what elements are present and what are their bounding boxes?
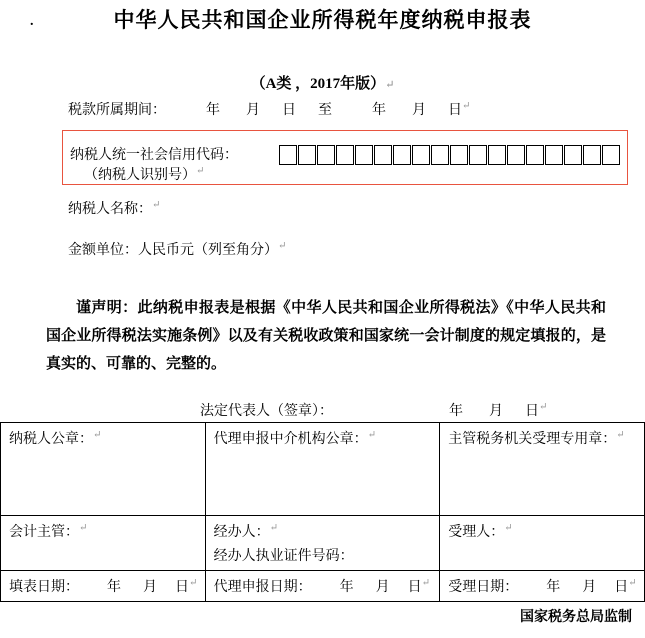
acceptance-date-cell[interactable] (440, 571, 645, 602)
credit-code-cell[interactable] (526, 145, 544, 165)
paragraph-mark-icon: ↵ (189, 577, 198, 589)
tax-period-month-end: 月 (412, 103, 426, 118)
table-row (1, 516, 645, 571)
credit-code-cell[interactable] (393, 145, 411, 165)
tax-period-year-end: 年 (372, 103, 386, 118)
agent-handler-cell[interactable] (205, 516, 440, 571)
credit-code-cell[interactable] (583, 145, 601, 165)
agent-seal-label: 代理申报中介机构公章： (213, 432, 368, 447)
credit-code-cell[interactable] (412, 145, 430, 165)
table-row (1, 571, 645, 602)
paragraph-mark-icon: ↵ (616, 429, 625, 441)
tax-authority-seal-label: 主管税务机关受理专用章： (448, 432, 617, 447)
credit-code-cell[interactable] (431, 145, 449, 165)
paragraph-mark-icon: ↵ (79, 522, 88, 534)
tax-period-row (68, 99, 470, 119)
fill-date-cell[interactable] (1, 571, 206, 602)
legal-representative-label: 法定代表人（签章）： (200, 404, 333, 419)
paragraph-mark-icon: ↵ (196, 165, 205, 177)
paragraph-mark-icon: ↵ (539, 401, 548, 413)
taxpayer-seal-cell[interactable] (1, 423, 206, 516)
tax-period-label: 税款所属期间： (68, 103, 166, 118)
credit-code-cell[interactable] (602, 145, 620, 165)
legal-representative-row (200, 400, 547, 420)
agent-declaration-date-year: 年 (339, 580, 354, 595)
agent-declaration-date-label: 代理申报日期： (213, 580, 312, 595)
acceptor-label: 受理人： (448, 525, 505, 540)
credit-code-input-cells[interactable] (279, 145, 621, 165)
acceptance-date-month: 月 (582, 580, 597, 595)
credit-code-cell[interactable] (488, 145, 506, 165)
amount-unit-row (68, 239, 286, 259)
tax-period-day-end: 日 (448, 103, 462, 118)
declaration-paragraph: 谨声明：此纳税申报表是根据《中华人民共和国企业所得税法》《中华人民共和国企业所得税法实施条例》以及有关税收政策和国家统一会计制度的规定填报的，是真实的、可靠的、完整的。 (46, 300, 606, 372)
credit-code-cell[interactable] (469, 145, 487, 165)
credit-code-cell[interactable] (450, 145, 468, 165)
paragraph-mark-icon: ↵ (504, 522, 513, 534)
tax-period-day: 日 (282, 103, 296, 118)
credit-code-cell[interactable] (279, 145, 297, 165)
table-row (1, 423, 645, 516)
agent-handler-license-label: 经办人执业证件号码： (213, 549, 354, 564)
credit-code-cell[interactable] (374, 145, 392, 165)
credit-code-label-secondary-text: （纳税人识别号） (84, 168, 196, 183)
tax-authority-seal-cell[interactable] (440, 423, 645, 516)
paragraph-mark-icon: ↵ (367, 429, 377, 441)
credit-code-cell[interactable] (545, 145, 563, 165)
taxpayer-name-row (68, 198, 160, 218)
paragraph-mark-icon: ↵ (385, 79, 395, 91)
form-subtitle (0, 72, 645, 93)
page-dot-mark: . (30, 14, 34, 29)
taxpayer-seal-label: 纳税人公章： (9, 432, 93, 447)
acceptor-cell[interactable] (440, 516, 645, 571)
paragraph-mark-icon: ↵ (278, 240, 287, 252)
fill-date-year: 年 (107, 580, 121, 595)
acceptance-date-label: 受理日期： (448, 580, 519, 595)
fill-date-label: 填表日期： (9, 580, 79, 595)
credit-code-cell[interactable] (317, 145, 335, 165)
legal-representative-year: 年 (449, 404, 463, 419)
paragraph-mark-icon: ↵ (421, 577, 431, 589)
amount-unit-label: 金额单位：人民币元（列至角分） (68, 243, 278, 258)
fill-date-month: 月 (143, 580, 157, 595)
legal-representative-day: 日 (525, 404, 539, 419)
form-subtitle-text: （A类 ，2017年版） (250, 76, 386, 92)
credit-code-cell[interactable] (507, 145, 525, 165)
acceptance-date-year: 年 (546, 580, 561, 595)
page-title: 中华人民共和国企业所得税年度纳税申报表 (113, 8, 532, 32)
credit-code-cell[interactable] (298, 145, 316, 165)
paragraph-mark-icon: ↵ (93, 429, 102, 441)
paragraph-mark-icon: ↵ (269, 522, 279, 534)
tax-period-month: 月 (246, 103, 260, 118)
paragraph-mark-icon: ↵ (462, 100, 471, 112)
agent-declaration-date-month: 月 (375, 580, 390, 595)
tax-period-to: 至 (318, 103, 332, 118)
footer-issuer: 国家税务总局监制 (520, 610, 632, 625)
agent-handler-label: 经办人： (213, 525, 270, 540)
taxpayer-name-label: 纳税人名称： (68, 202, 152, 217)
agent-seal-cell[interactable] (205, 423, 440, 516)
agent-declaration-date-day: 日 (407, 580, 422, 595)
tax-period-year: 年 (206, 103, 220, 118)
legal-representative-month: 月 (489, 404, 503, 419)
agent-declaration-date-cell[interactable] (205, 571, 440, 602)
credit-code-cell[interactable] (355, 145, 373, 165)
credit-code-cell[interactable] (336, 145, 354, 165)
fill-date-day: 日 (175, 580, 189, 595)
paragraph-mark-icon: ↵ (628, 577, 637, 589)
credit-code-label (70, 144, 238, 164)
accounting-supervisor-cell[interactable] (1, 516, 206, 571)
credit-code-cell[interactable] (564, 145, 582, 165)
accounting-supervisor-label: 会计主管： (9, 525, 79, 540)
paragraph-mark-icon: ↵ (152, 199, 161, 211)
signature-table (0, 422, 645, 602)
credit-code-label-secondary (84, 164, 204, 184)
acceptance-date-day: 日 (614, 580, 629, 595)
credit-code-label-text: 纳税人统一社会信用代码： (70, 148, 238, 163)
